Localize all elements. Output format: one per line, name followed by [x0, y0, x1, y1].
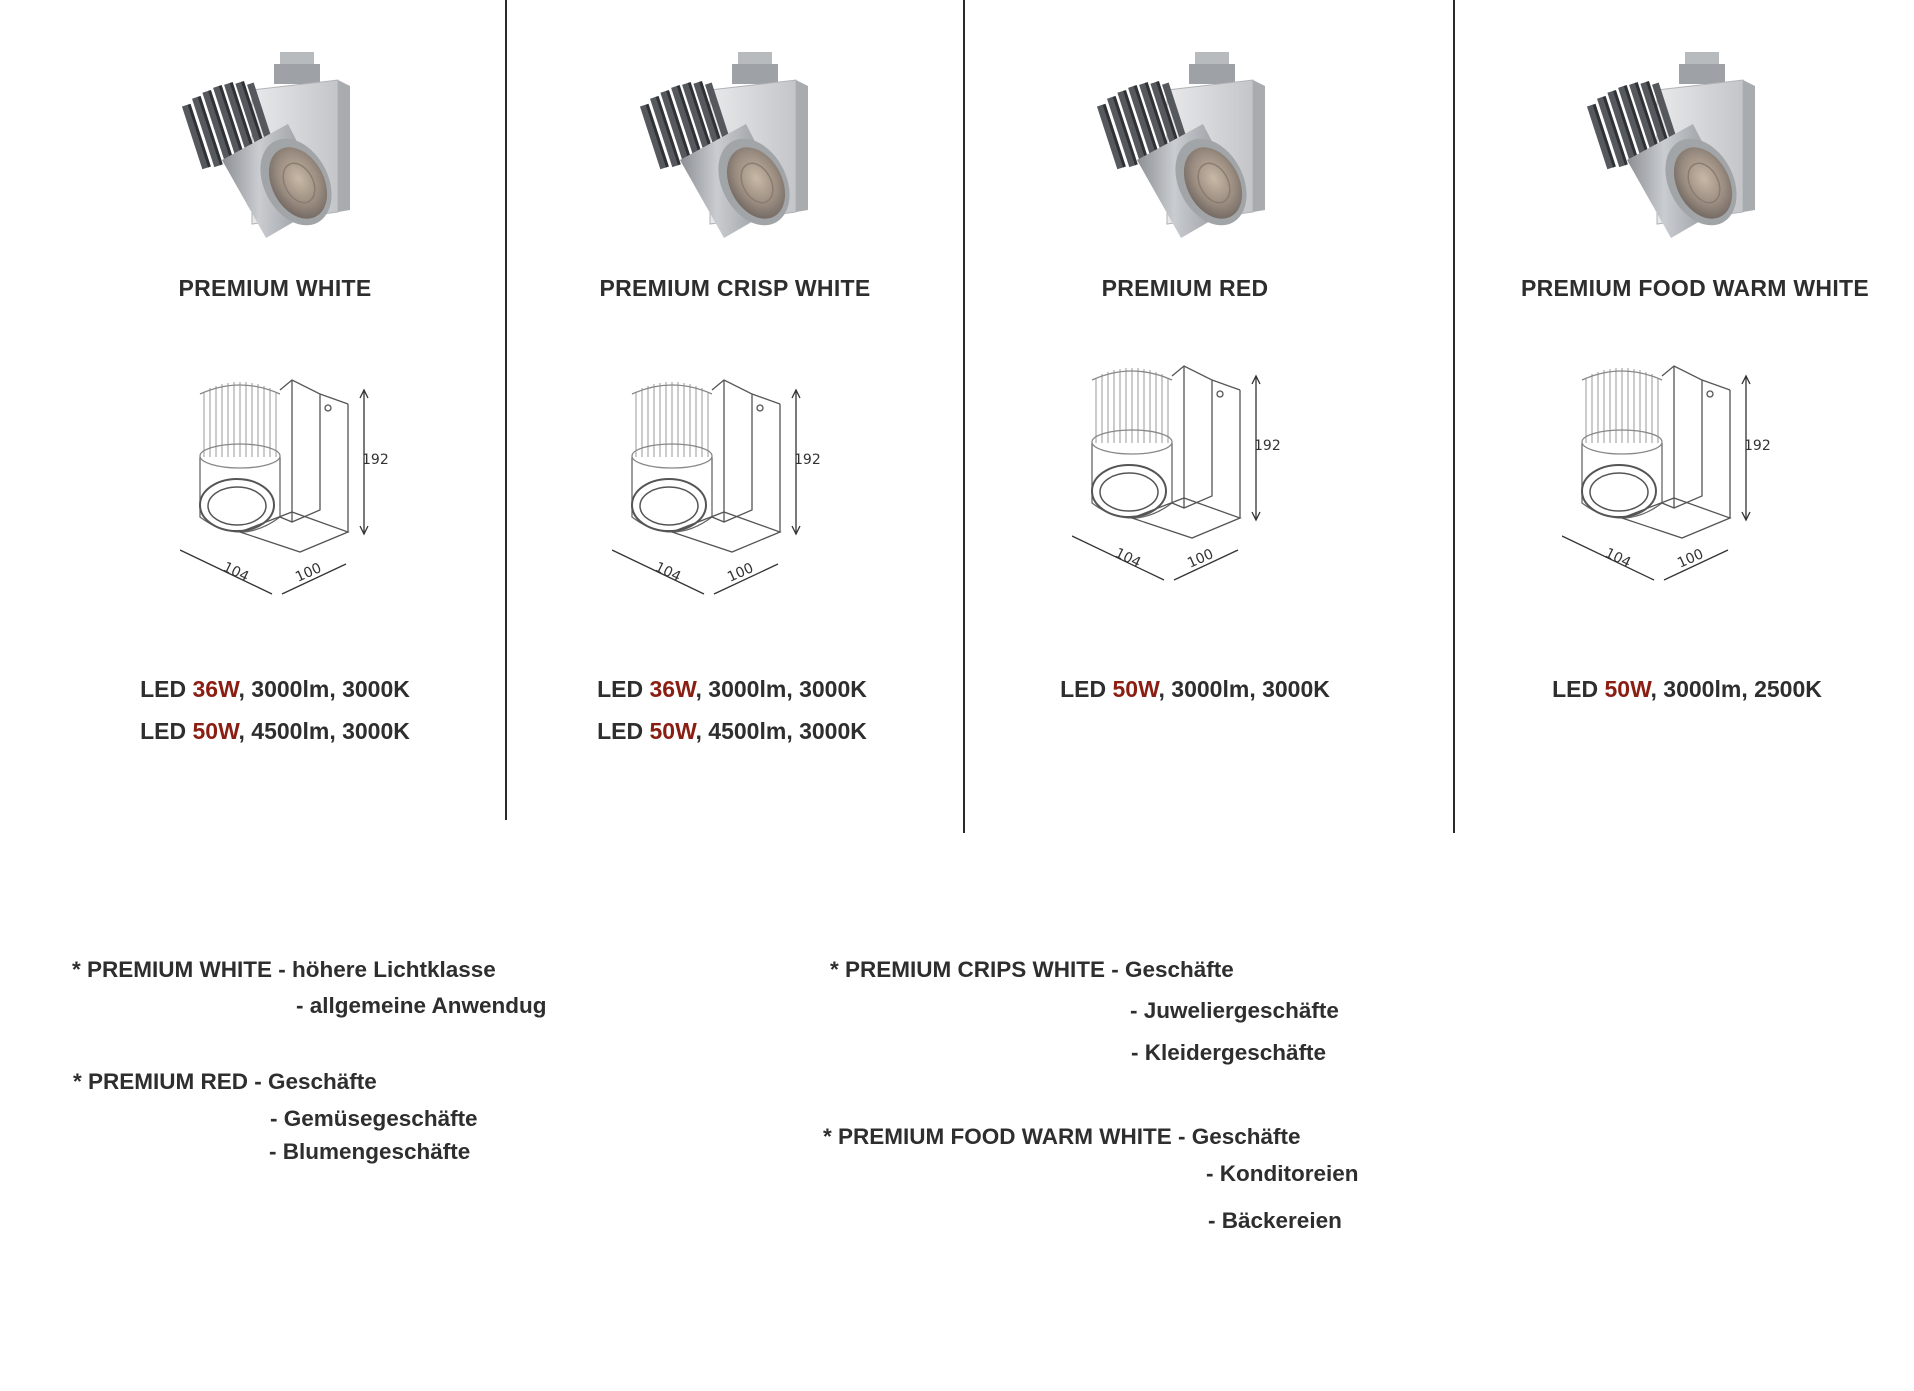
width-label: 100: [725, 560, 757, 586]
note-premium-red-heading: * PREMIUM RED - Geschäfte: [73, 1069, 377, 1094]
spec-line: LED 50W, 3000lm, 3000K: [1060, 676, 1330, 702]
note-list-item: - allgemeine Anwendug: [296, 993, 547, 1018]
height-label: 192: [794, 452, 821, 468]
product-title: PREMIUM WHITE: [178, 275, 372, 301]
spotlight-photo-premium-white: [170, 52, 360, 242]
note-list-item: - Blumengeschäfte: [269, 1139, 471, 1164]
product-title: PREMIUM FOOD WARM WHITE: [1520, 275, 1870, 301]
note-list-item: - Gemüsegeschäfte: [270, 1106, 478, 1131]
note-list-item: - Juweliergeschäfte: [1130, 998, 1339, 1023]
note-premium-crisp-white-heading: * PREMIUM CRIPS WHITE - Geschäfte: [830, 957, 1234, 982]
spec-line: LED 50W, 4500lm, 3000K: [140, 718, 410, 744]
spotlight-photo-premium-red: [1085, 52, 1275, 242]
note-list-item: - Konditoreien: [1206, 1161, 1359, 1186]
column-divider-3: [1453, 0, 1455, 833]
column-divider-2: [963, 0, 965, 833]
spec-line: LED 36W, 3000lm, 3000K: [140, 676, 410, 702]
product-title: PREMIUM RED: [1101, 275, 1269, 301]
height-label: 192: [1744, 438, 1771, 454]
dimension-drawing-premium-crisp-white: [612, 372, 822, 612]
dimension-drawing-premium-red: [1072, 358, 1282, 598]
note-list-item: - Bäckereien: [1208, 1208, 1342, 1233]
spotlight-photo-premium-food-warm-white: [1575, 52, 1765, 242]
spec-line: LED 50W, 4500lm, 3000K: [597, 718, 867, 744]
spec-line: LED 36W, 3000lm, 3000K: [597, 676, 867, 702]
width-label: 100: [1675, 546, 1707, 572]
height-label: 192: [362, 452, 389, 468]
note-premium-food-warm-white-heading: * PREMIUM FOOD WARM WHITE - Geschäfte: [823, 1124, 1301, 1149]
depth-label: 104: [652, 559, 684, 586]
depth-label: 104: [1602, 545, 1634, 572]
depth-label: 104: [1112, 545, 1144, 572]
note-list-item: - Kleidergeschäfte: [1131, 1040, 1327, 1065]
dimension-drawing-premium-white: [180, 372, 390, 612]
product-title: PREMIUM CRISP WHITE: [599, 275, 871, 301]
note-premium-white-heading: * PREMIUM WHITE - höhere Lichtklasse: [72, 957, 496, 982]
dimension-drawing-premium-food-warm-white: [1562, 358, 1772, 598]
width-label: 100: [1185, 546, 1217, 572]
spotlight-photo-premium-crisp-white: [628, 52, 818, 242]
height-label: 192: [1254, 438, 1281, 454]
width-label: 100: [293, 560, 325, 586]
depth-label: 104: [220, 559, 252, 586]
spec-line: LED 50W, 3000lm, 2500K: [1552, 676, 1822, 702]
